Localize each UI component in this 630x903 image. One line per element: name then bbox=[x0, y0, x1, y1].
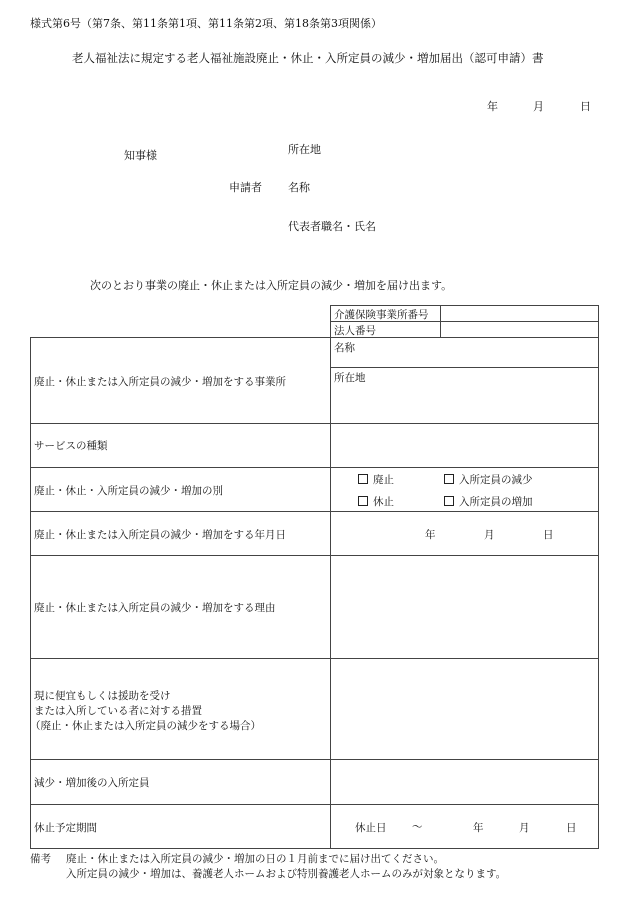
date-month: 月 bbox=[533, 100, 544, 113]
suspension-year: 年 bbox=[473, 822, 484, 834]
location-label: 所在地 bbox=[288, 143, 321, 156]
option-suspension-checkbox[interactable]: 休止 bbox=[358, 494, 394, 509]
effective-date-day: 日 bbox=[543, 529, 554, 541]
reason-label: 廃止・休止または入所定員の減少・増加をする理由 bbox=[34, 602, 276, 614]
governor-addressee: 知事様 bbox=[124, 149, 157, 162]
suspension-tilde: ～ bbox=[412, 821, 423, 833]
care-insurance-number-field[interactable] bbox=[442, 306, 597, 321]
suspension-start-label: 休止日 bbox=[355, 822, 387, 834]
category-label: 廃止・休止・入所定員の減少・増加の別 bbox=[34, 485, 223, 497]
form-title: 老人福祉法に規定する老人福祉施設廃止・休止・入所定員の減少・増加届出（認可申請）書 bbox=[72, 51, 544, 65]
service-type-field[interactable] bbox=[332, 425, 597, 466]
suspension-day: 日 bbox=[566, 822, 577, 834]
measures-label-line1: 現に便宜もしくは援助を受け bbox=[34, 690, 171, 702]
service-type-label: サービスの種類 bbox=[34, 440, 108, 452]
name-label: 名称 bbox=[288, 181, 310, 194]
intro-text: 次のとおり事業の廃止・休止または入所定員の減少・増加を届け出ます。 bbox=[90, 279, 453, 292]
date-year: 年 bbox=[487, 100, 498, 113]
representative-label: 代表者職名・氏名 bbox=[288, 220, 376, 233]
option-capacity-increase-checkbox[interactable]: 入所定員の増加 bbox=[444, 494, 533, 509]
effective-date-month: 月 bbox=[484, 529, 495, 541]
corporate-number-field[interactable] bbox=[442, 322, 597, 337]
date-day: 日 bbox=[580, 100, 591, 113]
notes-label: 備考 bbox=[30, 853, 51, 865]
checkbox-icon bbox=[444, 474, 454, 484]
suspension-month: 月 bbox=[519, 822, 530, 834]
suspension-period-label: 休止予定期間 bbox=[34, 822, 97, 834]
measures-label-line2: または入所している者に対する措置 bbox=[34, 705, 202, 717]
facility-name-label: 名称 bbox=[334, 342, 355, 354]
checkbox-icon bbox=[358, 496, 368, 506]
measures-label-line3: （廃止・休止または入所定員の減少をする場合） bbox=[30, 720, 261, 732]
option-capacity-decrease-checkbox[interactable]: 入所定員の減少 bbox=[444, 472, 533, 487]
checkbox-icon bbox=[358, 474, 368, 484]
effective-date-year: 年 bbox=[425, 529, 436, 541]
facility-label: 廃止・休止または入所定員の減少・増加をする事業所 bbox=[34, 376, 286, 388]
measures-field[interactable] bbox=[332, 660, 597, 758]
checkbox-icon bbox=[444, 496, 454, 506]
form-number: 様式第6号（第7条、第11条第1項、第11条第2項、第18条第3項関係） bbox=[30, 17, 382, 30]
option-abolition-checkbox[interactable]: 廃止 bbox=[358, 472, 394, 487]
capacity-after-label: 減少・増加後の入所定員 bbox=[34, 777, 150, 789]
notes-line2: 入所定員の減少・増加は、養護老人ホームおよび特別養護老人ホームのみが対象となります。 bbox=[66, 868, 507, 880]
effective-date-label: 廃止・休止または入所定員の減少・増加をする年月日 bbox=[34, 529, 286, 541]
capacity-after-field[interactable] bbox=[332, 761, 597, 803]
reason-field[interactable] bbox=[332, 557, 597, 657]
facility-location-label: 所在地 bbox=[334, 372, 366, 384]
corporate-number-label: 法人番号 bbox=[334, 325, 376, 337]
applicant-label: 申請者 bbox=[229, 181, 262, 194]
care-insurance-number-label: 介護保険事業所番号 bbox=[334, 309, 429, 321]
notes-line1: 廃止・休止または入所定員の減少・増加の日の１月前までに届け出てください。 bbox=[66, 853, 444, 865]
